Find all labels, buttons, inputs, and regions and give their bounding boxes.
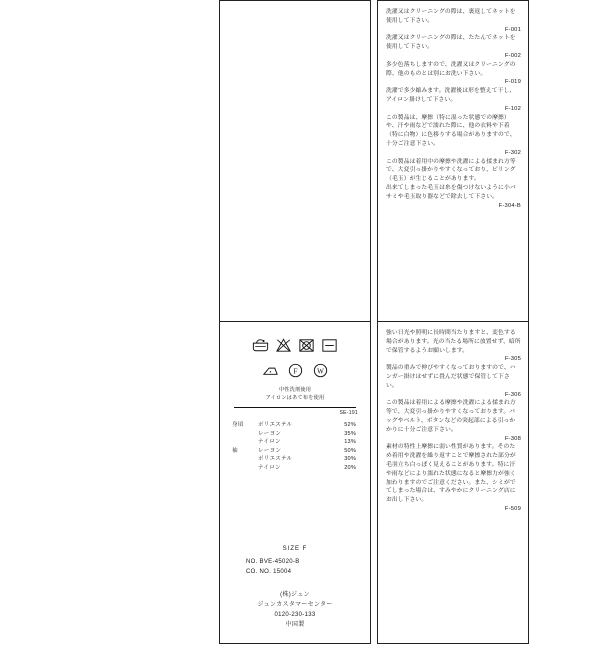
hand-wash-symbol bbox=[251, 336, 270, 355]
instruction-code: F-509 bbox=[504, 505, 521, 512]
instruction-text: 出来てしまった毛玉は糸を傷つけないように小バサミや毛玉取り器などで除去して下さい。 bbox=[386, 184, 516, 200]
svg-text:F: F bbox=[293, 367, 297, 376]
instruction-item bbox=[386, 329, 521, 364]
instruction-text: この製品は、摩擦（特に湿った状態での摩擦）や、汗や雨などで濡れた際に、他の衣料や下着（特に白物）に色移りする場合がありますので、十分ご注意下さい。 bbox=[386, 114, 516, 147]
instruction-code: F-102 bbox=[504, 105, 521, 112]
instruction-code: F-002 bbox=[504, 52, 521, 59]
origin-country: 中国製 bbox=[285, 622, 305, 629]
instructions-bottom-list bbox=[386, 329, 521, 514]
iron-low-symbol bbox=[261, 361, 280, 380]
composition-group bbox=[232, 421, 356, 447]
instruction-code: F-019 bbox=[504, 79, 521, 86]
divider bbox=[234, 407, 356, 408]
instruction-text: この製品は着用による摩擦や洗濯による揉まれ方等で、大変引っ掛かりやすくなっております。バッグやベルト、ボタンなどの突起部による引っかかりに十分ご注意下さい。 bbox=[386, 400, 516, 433]
material-percent: 13% bbox=[344, 439, 356, 446]
instruction-item bbox=[386, 158, 521, 184]
material-name: ナイロン bbox=[258, 439, 281, 446]
instruction-code: F-306 bbox=[504, 391, 521, 398]
instructions-panel-top bbox=[377, 0, 529, 322]
dry-flat-symbol bbox=[320, 336, 339, 355]
instruction-code: F-305 bbox=[504, 356, 521, 363]
material-percent: 30% bbox=[344, 456, 356, 463]
company-name: (株)ジュン bbox=[280, 592, 310, 599]
instruction-item bbox=[386, 184, 521, 210]
material-percent: 35% bbox=[344, 430, 356, 437]
instruction-code: F-001 bbox=[504, 26, 521, 33]
care-note-line-1: 中性洗剤使用 bbox=[278, 387, 312, 393]
composition-row bbox=[258, 421, 356, 430]
material-name: ポリエステル bbox=[258, 422, 293, 429]
no-tumble-dry-symbol bbox=[297, 336, 316, 355]
composition-rows bbox=[258, 421, 356, 447]
instruction-text: 素材の特性上摩擦に弱い性質があります。そのため着用や洗濯を繰り返すことで摩擦された部分が毛羽立ち白っぽく見えることがあります。特に汗や雨などにより濡れた状態になると摩擦力が強く加わりますのでご注意ください。また、シミがでてしまった場合は、すみやかにクリーニング店にお出し下さい。 bbox=[386, 444, 516, 504]
customer-center: ジュンカスタマーセンター bbox=[257, 602, 333, 609]
material-percent: 50% bbox=[344, 447, 356, 454]
composition-part-label: 身頃 bbox=[232, 422, 244, 429]
material-name: ナイロン bbox=[258, 464, 281, 471]
composition-row bbox=[258, 430, 356, 439]
instruction-text: 洗濯で多少縮みます。洗濯後は形を整えて干し、アイロン掛けして下さい。 bbox=[386, 88, 516, 103]
instructions-top-list bbox=[386, 8, 521, 210]
composition-table bbox=[228, 421, 362, 472]
composition-row bbox=[258, 438, 356, 447]
company-block bbox=[228, 591, 362, 631]
instruction-item bbox=[386, 87, 521, 113]
product-codes bbox=[228, 557, 362, 577]
material-name: ポリエステル bbox=[258, 456, 293, 463]
material-percent: 52% bbox=[344, 422, 356, 429]
instruction-code: F-308 bbox=[504, 435, 521, 442]
instruction-code: F-304-B bbox=[498, 202, 521, 209]
instruction-text: 製品の重みで伸びやすくなっておりますので、ハンガー掛けはせずに畳んだ状態で保管して下さい。 bbox=[386, 365, 516, 389]
instruction-text: 強い日光や照明に長時間当たりますと、変色する場合があります。光の当たる場所に放置せず、暗所で保管するようお願いします。 bbox=[386, 330, 521, 354]
composition-row bbox=[258, 447, 356, 456]
blank-label-panel bbox=[219, 0, 371, 322]
customer-phone: 0120-230-133 bbox=[274, 612, 316, 619]
instruction-item bbox=[386, 61, 521, 87]
composition-row bbox=[258, 464, 356, 473]
se-code: SE-191 bbox=[339, 410, 358, 417]
left-label-column bbox=[219, 0, 371, 650]
instruction-code: F-302 bbox=[504, 149, 521, 156]
size-label: SIZE F bbox=[282, 545, 308, 552]
care-note bbox=[228, 387, 362, 402]
wetclean-w-symbol bbox=[311, 361, 330, 380]
composition-part-label: 袖 bbox=[232, 447, 238, 454]
right-label-column bbox=[377, 0, 529, 650]
composition-row bbox=[258, 455, 356, 464]
instruction-text: 洗濯又はクリーニングの際は、たたんでネットを使用して下さい。 bbox=[386, 35, 516, 51]
instruction-item bbox=[386, 114, 521, 158]
product-number: NO. BVE-45020-B bbox=[246, 559, 300, 566]
material-name: レーヨン bbox=[258, 430, 282, 437]
company-order-number: CO. NO. 15004 bbox=[246, 569, 292, 576]
dryclean-f-symbol bbox=[286, 361, 305, 380]
care-note-line-2: アイロンはあて布を使用 bbox=[265, 394, 325, 401]
instruction-item bbox=[386, 399, 521, 443]
material-percent: 20% bbox=[344, 464, 356, 471]
instruction-text: この製品は着用中の摩擦や洗濯による揉まれ方等で、大変引っ掛かりやすくなっており、ピリング（毛玉）が生じることがあります。 bbox=[386, 158, 516, 183]
identity-block bbox=[228, 544, 362, 637]
material-name: レーヨン bbox=[258, 447, 282, 454]
composition-rows bbox=[258, 447, 356, 473]
instructions-panel-bottom bbox=[377, 322, 529, 644]
care-symbols-row-1 bbox=[228, 336, 362, 355]
no-bleach-symbol bbox=[274, 336, 293, 355]
composition-group bbox=[232, 447, 356, 473]
care-symbols-row-2 bbox=[228, 361, 362, 380]
instruction-item bbox=[386, 443, 521, 513]
instruction-item bbox=[386, 8, 521, 34]
instruction-text: 多少色落ちしますので、洗濯又はクリーニングの際、他のものとは別にお洗い下さい。 bbox=[386, 61, 516, 77]
care-and-composition-panel bbox=[219, 322, 371, 644]
svg-text:W: W bbox=[316, 367, 324, 376]
instruction-item bbox=[386, 34, 521, 60]
instruction-item bbox=[386, 364, 521, 399]
instruction-text: 洗濯又はクリーニングの際は、裏返してネットを使用して下さい。 bbox=[386, 9, 516, 24]
